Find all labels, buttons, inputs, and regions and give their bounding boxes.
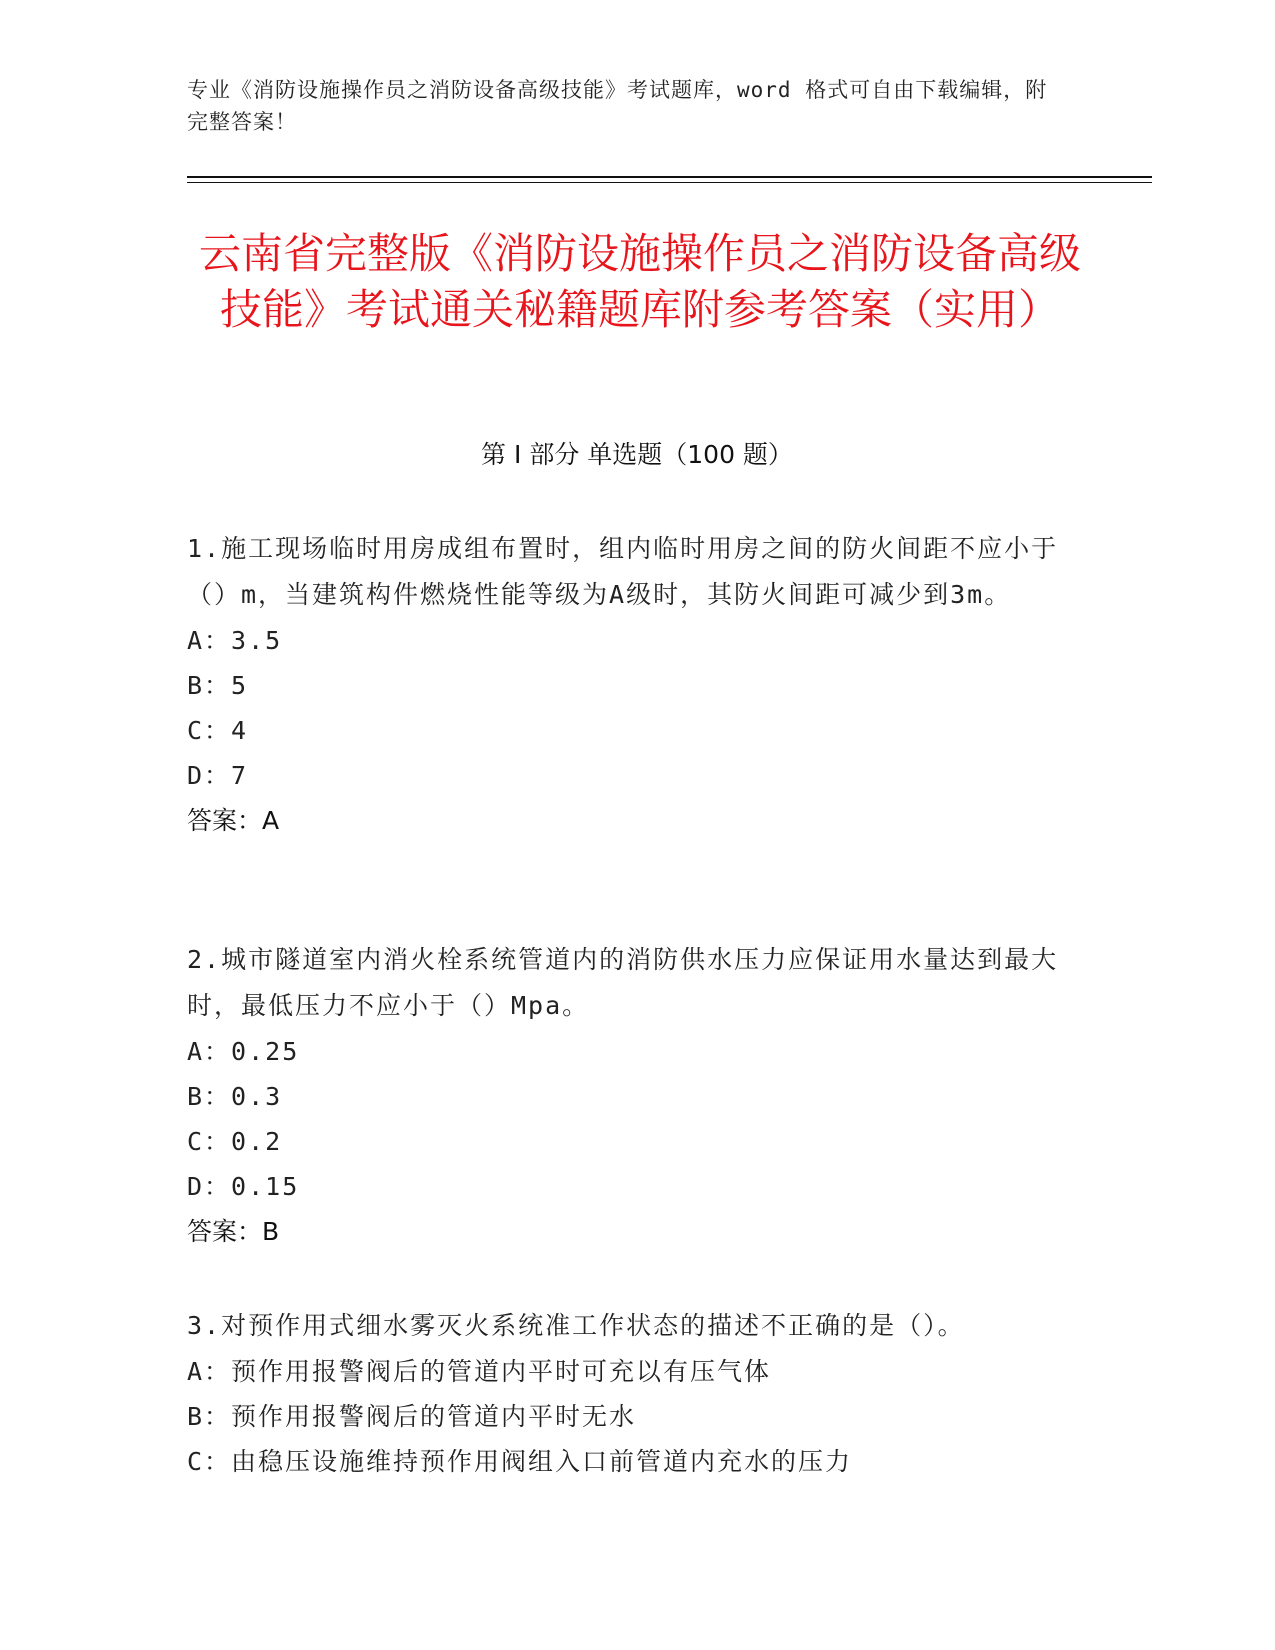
answer: 答案：B <box>187 1217 280 1246</box>
option-d: D：7 <box>187 761 249 790</box>
question-stem: 2.城市隧道室内消火栓系统管道内的消防供水压力应保证用水量达到最大时，最低压力不应小于（）Mpa。 <box>187 945 1059 1020</box>
option-a: A：预作用报警阀后的管道内平时可充以有压气体 <box>187 1357 772 1386</box>
option-b: B：预作用报警阀后的管道内平时无水 <box>187 1402 637 1431</box>
question-stem: 3.对预作用式细水雾灭火系统准工作状态的描述不正确的是（）。 <box>187 1311 965 1340</box>
document-title: 云南省完整版《消防设施操作员之消防设备高级技能》考试通关秘籍题库附参考答案（实用） <box>198 229 1081 334</box>
question-1 <box>187 526 1087 843</box>
option-d: D：0.15 <box>187 1172 300 1201</box>
section-heading: 第 I 部分 单选题（100 题） <box>481 440 793 469</box>
header-note: 专业《消防设施操作员之消防设备高级技能》考试题库，word 格式可自由下载编辑，附完整答案！ <box>187 78 1048 134</box>
option-b: B：0.3 <box>187 1082 283 1111</box>
question-stem: 1.施工现场临时用房成组布置时，组内临时用房之间的防火间距不应小于（）m，当建筑构件燃烧性能等级为A级时，其防火间距可减少到3m。 <box>187 534 1059 609</box>
option-c: C：0.2 <box>187 1127 283 1156</box>
question-2 <box>187 937 1087 1254</box>
answer: 答案：A <box>187 806 280 835</box>
option-a: A：0.25 <box>187 1037 300 1066</box>
header-divider-thin <box>187 182 1152 183</box>
option-c: C：4 <box>187 716 249 745</box>
option-a: A：3.5 <box>187 626 283 655</box>
question-3 <box>187 1303 1087 1484</box>
header-divider <box>187 176 1152 178</box>
option-b: B：5 <box>187 671 249 700</box>
option-c: C：由稳压设施维持预作用阀组入口前管道内充水的压力 <box>187 1447 853 1476</box>
